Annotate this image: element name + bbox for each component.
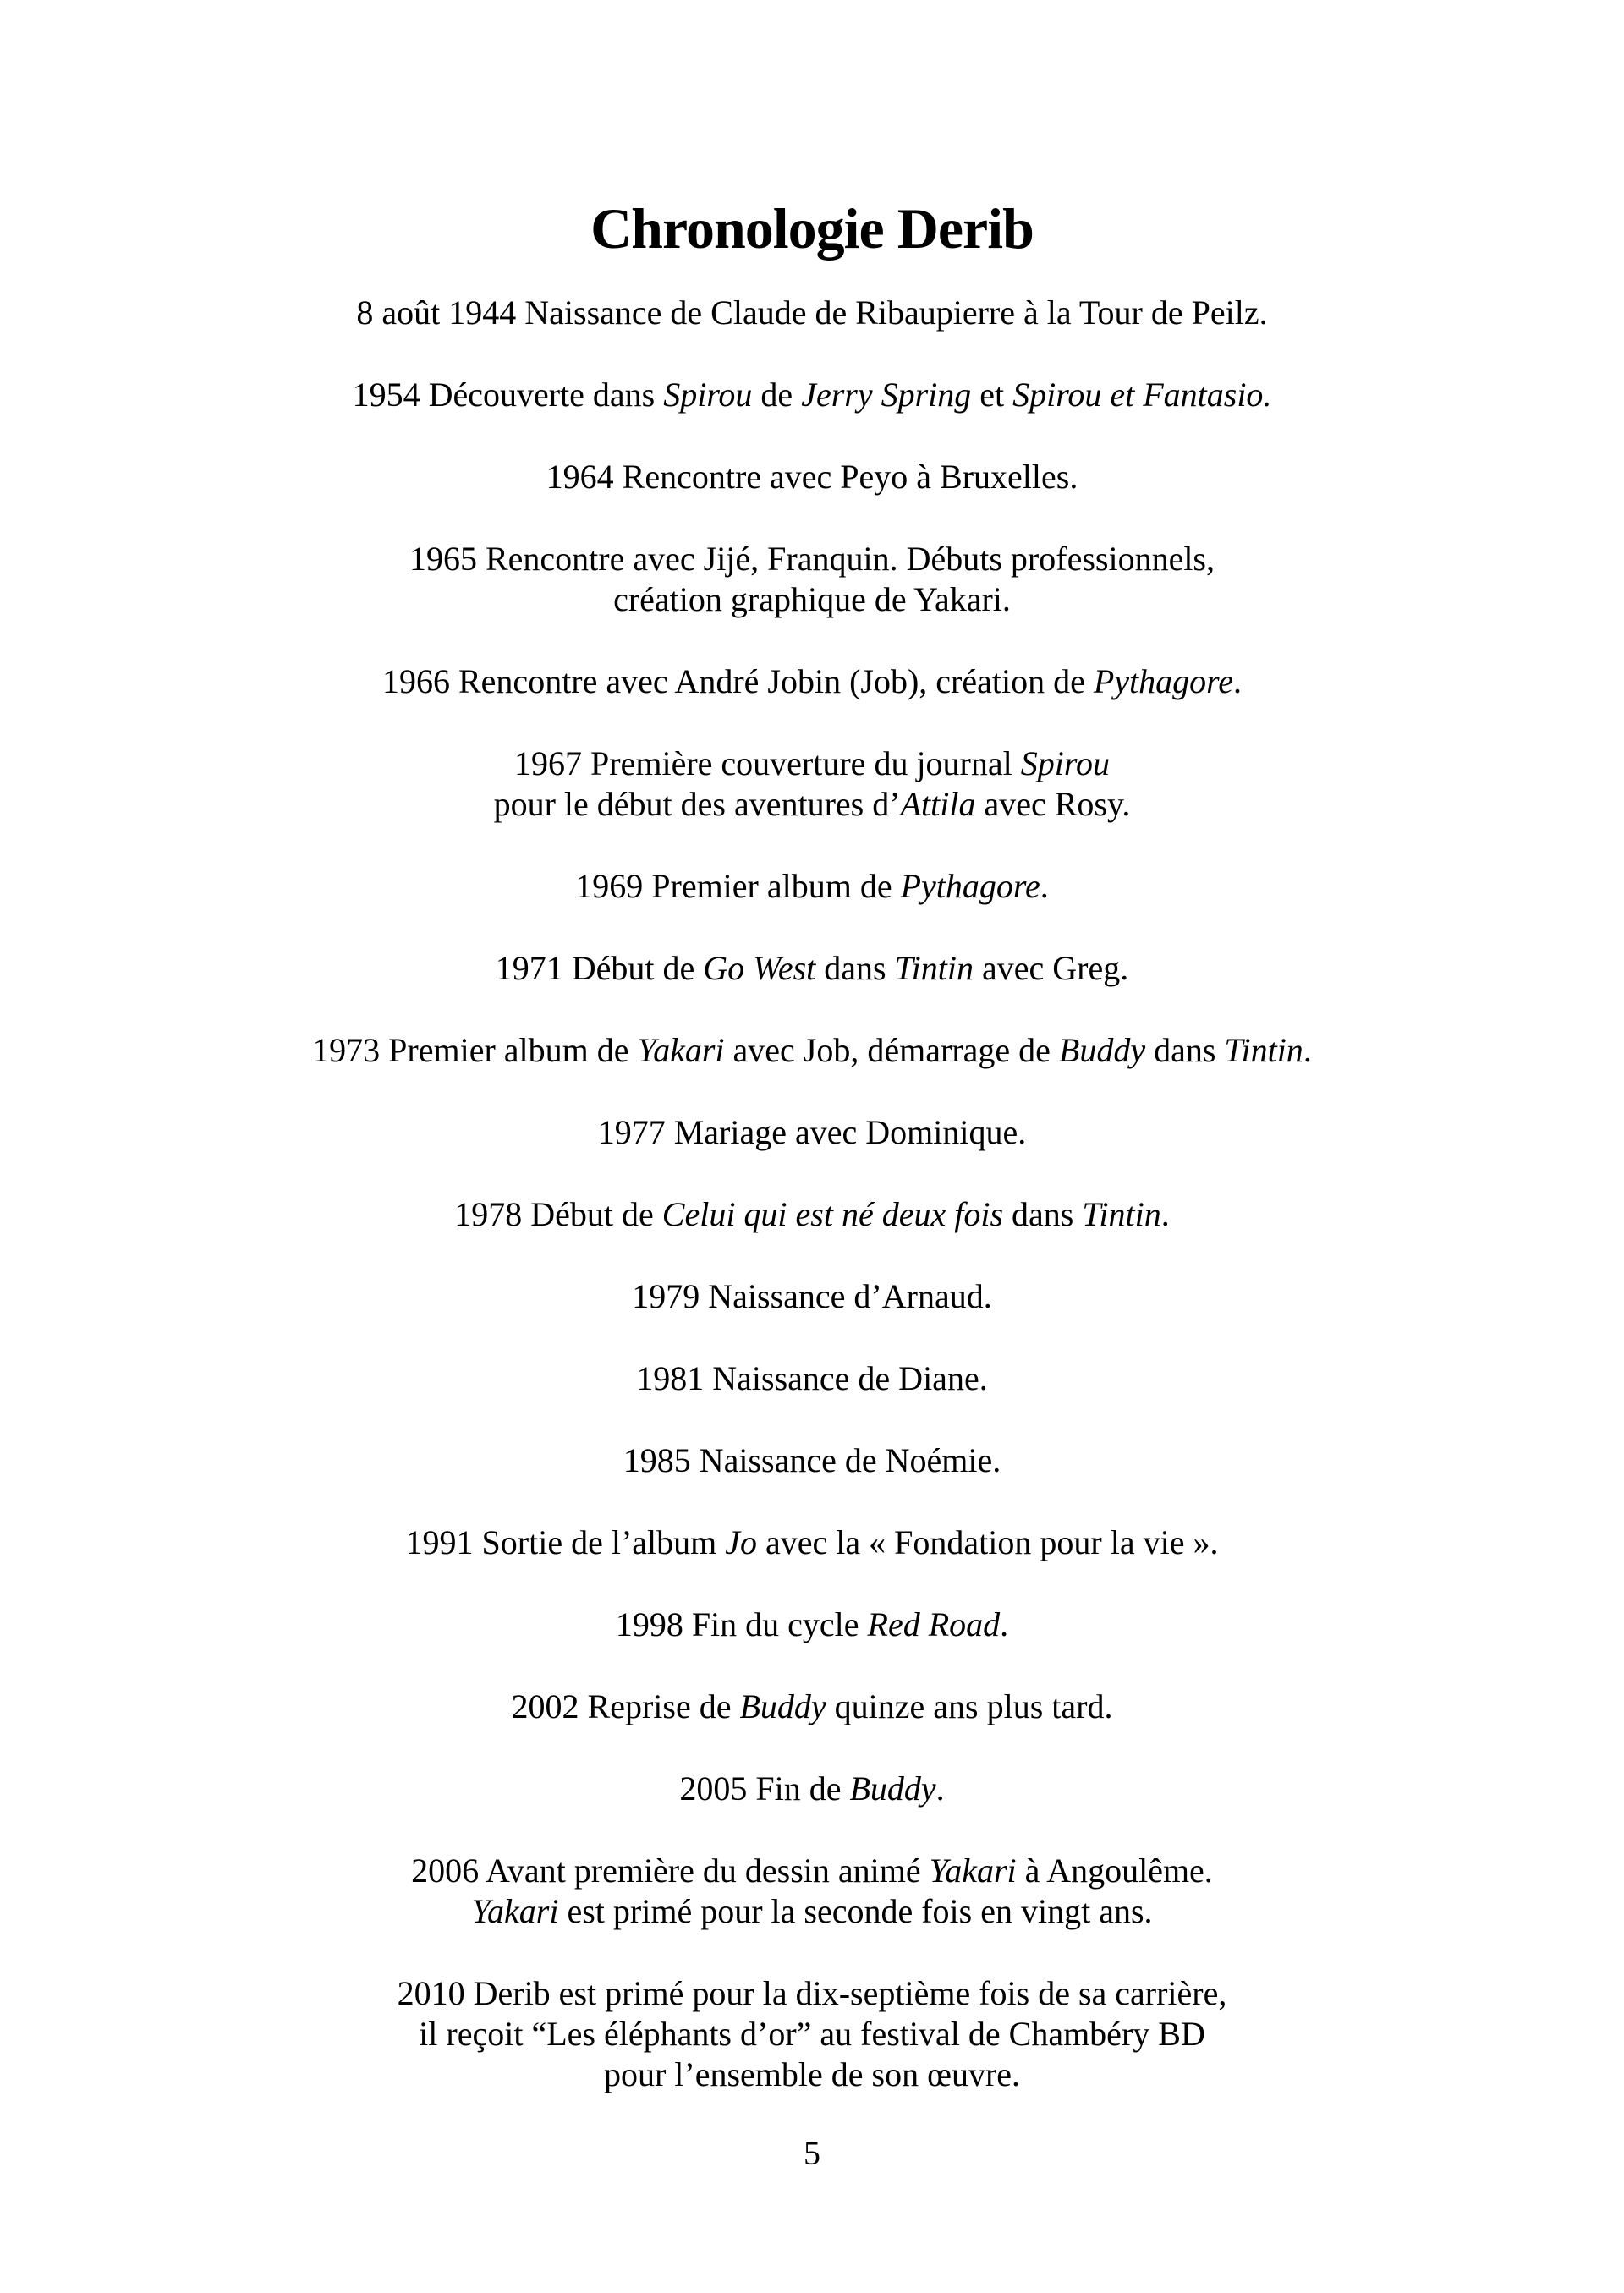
entry-text-italic: Buddy — [1058, 1031, 1146, 1069]
entry-text: 1966 Rencontre avec André Jobin (Job), création de — [382, 662, 1094, 700]
entry-text: est primé pour la seconde fois en vingt ans. — [558, 1892, 1153, 1930]
entry-text-italic: Tintin — [894, 949, 974, 987]
entry-text-italic: Yakari — [929, 1851, 1017, 1890]
entry-text: . — [1040, 867, 1049, 905]
entry-text-italic: Jerry Spring — [801, 376, 972, 414]
entry-text: . — [1303, 1031, 1312, 1069]
chronology-entry — [0, 1769, 1624, 1809]
chronology-entry — [0, 1605, 1624, 1645]
chronology-entry — [0, 743, 1624, 825]
page-number: 5 — [804, 2134, 820, 2172]
chronology-entry — [0, 1358, 1624, 1399]
chronology-entry — [0, 1522, 1624, 1563]
entry-text-italic: Attila — [900, 785, 976, 823]
entry-text: 2010 Derib est primé pour la dix-septième fois de sa carrière, — [397, 1974, 1227, 2012]
entry-text: pour le début des aventures d’ — [493, 785, 901, 823]
entry-text-italic: Tintin — [1082, 1195, 1161, 1233]
entry-text-italic: Spirou — [1020, 744, 1110, 782]
entry-text-italic: Spirou et Fantasio. — [1012, 376, 1272, 414]
entry-text: 1971 Début de — [495, 949, 704, 987]
entry-text: 1964 Rencontre avec Peyo à Bruxelles. — [546, 458, 1078, 496]
entry-text-italic: Spirou — [663, 376, 753, 414]
entry-text-italic: Red Road — [867, 1605, 1001, 1643]
chronology-entry — [0, 866, 1624, 907]
entry-text: 1978 Début de — [454, 1195, 662, 1233]
entry-text-italic: Yakari — [637, 1031, 725, 1069]
entry-text: . — [1232, 662, 1242, 700]
entry-text: 1998 Fin du cycle — [615, 1605, 868, 1643]
entry-text: avec Greg. — [973, 949, 1129, 987]
entry-text: 2005 Fin de — [679, 1769, 850, 1808]
entry-text-italic: Go West — [703, 949, 816, 987]
entry-text: avec la « Fondation pour la vie ». — [757, 1523, 1219, 1561]
chronology-entry — [0, 1030, 1624, 1071]
entry-text: 1969 Premier album de — [575, 867, 901, 905]
chronology-entry — [0, 1112, 1624, 1153]
entry-text-italic: Pythagore — [900, 867, 1040, 905]
entry-text-italic: Pythagore — [1093, 662, 1233, 700]
entry-text: dans — [815, 949, 895, 987]
entry-text: 1991 Sortie de l’album — [405, 1523, 726, 1561]
entry-text: 1954 Découverte dans — [352, 376, 664, 414]
entry-text-italic: Tintin — [1224, 1031, 1303, 1069]
chronology-entry — [0, 1851, 1624, 1932]
entry-text-italic: Buddy — [739, 1687, 826, 1725]
entry-text: avec Job, démarrage de — [724, 1031, 1059, 1069]
chronology-entry — [0, 948, 1624, 989]
entry-text: 1965 Rencontre avec Jijé, Franquin. Débuts professionnels, — [409, 540, 1215, 578]
entry-text: 1981 Naissance de Diane. — [636, 1359, 988, 1397]
entry-text-italic: Yakari — [471, 1892, 559, 1930]
entry-text: 1985 Naissance de Noémie. — [623, 1441, 1001, 1479]
entry-text: création graphique de Yakari. — [613, 580, 1011, 618]
entry-text-italic: Celui qui est né deux fois — [661, 1195, 1004, 1233]
chronology-entry — [0, 1973, 1624, 2095]
entry-text: avec Rosy. — [975, 785, 1131, 823]
chronology-entry — [0, 293, 1624, 333]
entry-text: . — [935, 1769, 945, 1808]
entry-text: de — [752, 376, 802, 414]
entry-text: 1979 Naissance d’Arnaud. — [632, 1277, 992, 1315]
chronology-entry — [0, 375, 1624, 415]
entry-text: quinze ans plus tard. — [826, 1687, 1113, 1725]
entry-text: et — [971, 376, 1013, 414]
entry-text: 8 août 1944 Naissance de Claude de Ribaupierre à la Tour de Peilz. — [356, 293, 1268, 332]
entry-text: 2002 Reprise de — [511, 1687, 740, 1725]
chronology-list — [0, 266, 1624, 2095]
entry-text: 2006 Avant première du dessin animé — [411, 1851, 930, 1890]
chronology-entry — [0, 661, 1624, 702]
entry-text: 1977 Mariage avec Dominique. — [597, 1113, 1027, 1151]
entry-text: à Angoulême. — [1016, 1851, 1213, 1890]
entry-text: dans — [1003, 1195, 1083, 1233]
chronology-entry — [0, 1687, 1624, 1727]
entry-text: dans — [1145, 1031, 1225, 1069]
chronology-entry — [0, 1440, 1624, 1481]
entry-text-italic: Jo — [725, 1523, 758, 1561]
chronology-entry — [0, 1194, 1624, 1235]
entry-text: . — [1000, 1605, 1009, 1643]
entry-text-italic: Buddy — [849, 1769, 936, 1808]
entry-text: 1967 Première couverture du journal — [514, 744, 1021, 782]
chronology-entry — [0, 457, 1624, 497]
chronology-entry — [0, 539, 1624, 620]
page-title: Chronologie Derib — [590, 196, 1034, 261]
entry-text: 1973 Premier album de — [312, 1031, 638, 1069]
entry-text: pour l’ensemble de son œuvre. — [603, 2055, 1021, 2093]
entry-text: il reçoit “Les éléphants d’or” au festival de Chambéry BD — [419, 2015, 1205, 2053]
chronology-entry — [0, 1276, 1624, 1317]
entry-text: . — [1160, 1195, 1170, 1233]
